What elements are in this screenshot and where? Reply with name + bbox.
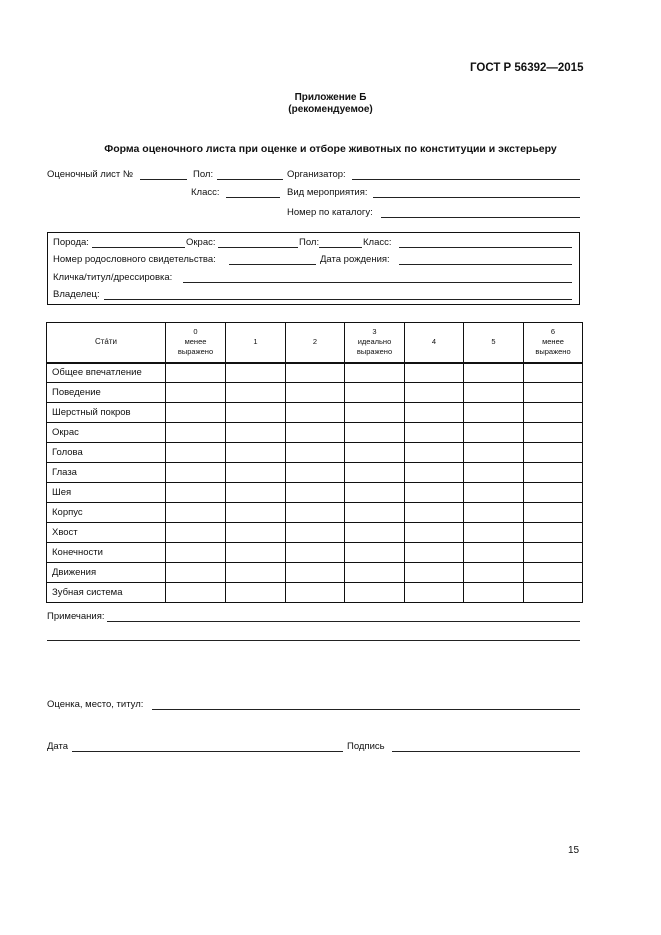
score-cell[interactable] — [345, 383, 405, 403]
table-row — [47, 363, 583, 383]
score-cell[interactable] — [464, 443, 524, 463]
birth-date-field[interactable] — [399, 264, 572, 265]
score-cell[interactable] — [405, 463, 464, 483]
score-cell[interactable] — [166, 423, 226, 443]
score-cell[interactable] — [226, 583, 286, 603]
catalog-number-label: Номер по каталогу: — [287, 207, 373, 218]
score-cell[interactable] — [405, 443, 464, 463]
table-row — [47, 423, 583, 443]
table-row — [47, 503, 583, 523]
score-cell[interactable] — [524, 483, 583, 503]
trait-label: Хвост — [47, 523, 166, 543]
organizer-field[interactable] — [352, 179, 580, 180]
score-cell[interactable] — [226, 523, 286, 543]
table-row — [47, 523, 583, 543]
pedigree-number-label: Номер родословного свидетельства: — [53, 254, 216, 265]
score-cell[interactable] — [226, 443, 286, 463]
score-cell[interactable] — [166, 543, 226, 563]
table-row — [47, 443, 583, 463]
score-cell[interactable] — [405, 423, 464, 443]
catalog-number-field[interactable] — [381, 217, 580, 218]
score-cell[interactable] — [286, 503, 345, 523]
score-cell[interactable] — [345, 543, 405, 563]
score-cell[interactable] — [166, 583, 226, 603]
evaluation-field[interactable] — [152, 709, 580, 710]
table-row — [47, 563, 583, 583]
trait-label: Окрас — [47, 423, 166, 443]
score-cell[interactable] — [405, 363, 464, 383]
name-title-label: Кличка/титул/дрессировка: — [53, 272, 173, 283]
score-cell[interactable] — [226, 543, 286, 563]
score-cell[interactable] — [226, 403, 286, 423]
score-column-3: 3 идеально выражено — [345, 323, 405, 363]
score-cell[interactable] — [286, 463, 345, 483]
score-cell[interactable] — [524, 463, 583, 483]
score-cell[interactable] — [166, 483, 226, 503]
score-cell[interactable] — [286, 423, 345, 443]
table-row — [47, 583, 583, 603]
score-column-4: 4 — [405, 323, 464, 363]
sheet-number-field[interactable] — [140, 179, 187, 180]
score-cell[interactable] — [464, 463, 524, 483]
signature-field[interactable] — [392, 751, 580, 752]
sex-field[interactable] — [217, 179, 283, 180]
score-cell[interactable] — [286, 543, 345, 563]
box-class-label: Класс: — [363, 237, 392, 248]
score-column-6: 6 менее выражено — [524, 323, 583, 363]
score-cell[interactable] — [524, 503, 583, 523]
appendix-title: Приложение Б — [294, 92, 367, 103]
score-cell[interactable] — [524, 383, 583, 403]
trait-label: Движения — [47, 563, 166, 583]
score-cell[interactable] — [345, 483, 405, 503]
score-cell[interactable] — [226, 383, 286, 403]
trait-label: Общее впечатление — [47, 363, 166, 383]
score-cell[interactable] — [345, 443, 405, 463]
box-class-field[interactable] — [399, 247, 572, 248]
score-cell[interactable] — [166, 563, 226, 583]
date-field[interactable] — [72, 751, 343, 752]
table-row — [47, 483, 583, 503]
notes-field-line-2[interactable] — [47, 640, 580, 641]
score-cell[interactable] — [345, 363, 405, 383]
color-label: Окрас: — [186, 237, 216, 248]
score-column-0: 0 менее выражено — [166, 323, 226, 363]
score-cell[interactable] — [405, 383, 464, 403]
score-cell[interactable] — [464, 363, 524, 383]
score-cell[interactable] — [464, 503, 524, 523]
score-cell[interactable] — [166, 503, 226, 523]
owner-field[interactable] — [104, 299, 572, 300]
score-cell[interactable] — [286, 383, 345, 403]
score-cell[interactable] — [464, 583, 524, 603]
score-cell[interactable] — [464, 523, 524, 543]
score-cell[interactable] — [166, 463, 226, 483]
score-cell[interactable] — [405, 523, 464, 543]
score-cell[interactable] — [345, 503, 405, 523]
score-column-2: 2 — [286, 323, 345, 363]
score-cell[interactable] — [524, 543, 583, 563]
name-title-field[interactable] — [183, 282, 572, 283]
score-cell[interactable] — [464, 403, 524, 423]
box-sex-field[interactable] — [319, 247, 362, 248]
date-label: Дата — [47, 741, 69, 752]
score-cell[interactable] — [226, 363, 286, 383]
color-field[interactable] — [218, 247, 298, 248]
score-cell[interactable] — [286, 563, 345, 583]
class-label: Класс: — [191, 187, 220, 198]
score-cell[interactable] — [405, 563, 464, 583]
score-cell[interactable] — [464, 543, 524, 563]
score-cell[interactable] — [405, 583, 464, 603]
score-cell[interactable] — [464, 383, 524, 403]
form-title: Форма оценочного листа при оценке и отборе животных по конституции и экстерьеру — [104, 143, 557, 155]
table-row — [47, 543, 583, 563]
trait-label: Голова — [47, 443, 166, 463]
score-cell[interactable] — [286, 363, 345, 383]
score-cell[interactable] — [345, 403, 405, 423]
score-cell[interactable] — [226, 503, 286, 523]
score-cell[interactable] — [226, 563, 286, 583]
trait-label: Корпус — [47, 503, 166, 523]
sheet-number-label: Оценочный лист № — [47, 169, 134, 180]
event-type-field[interactable] — [373, 197, 580, 198]
score-cell[interactable] — [405, 483, 464, 503]
evaluation-label: Оценка, место, титул: — [47, 699, 144, 710]
score-cell[interactable] — [345, 463, 405, 483]
page-number: 15 — [568, 845, 580, 856]
birth-date-label: Дата рождения: — [320, 254, 390, 265]
trait-label: Поведение — [47, 383, 166, 403]
score-cell[interactable] — [464, 563, 524, 583]
signature-label: Подпись — [347, 741, 385, 752]
score-cell[interactable] — [524, 523, 583, 543]
stat-column-header: Стáти — [47, 323, 166, 363]
event-type-label: Вид мероприятия: — [287, 187, 368, 198]
table-row — [47, 383, 583, 403]
score-cell[interactable] — [345, 423, 405, 443]
table-row — [47, 403, 583, 423]
score-cell[interactable] — [524, 423, 583, 443]
trait-label: Зубная система — [47, 583, 166, 603]
trait-label: Шея — [47, 483, 166, 503]
score-cell[interactable] — [226, 463, 286, 483]
score-cell[interactable] — [405, 543, 464, 563]
score-column-5: 5 — [464, 323, 524, 363]
score-cell[interactable] — [524, 363, 583, 383]
score-cell[interactable] — [524, 443, 583, 463]
score-table-header — [47, 323, 583, 363]
notes-field[interactable] — [107, 621, 580, 622]
score-cell[interactable] — [524, 403, 583, 423]
score-cell[interactable] — [166, 523, 226, 543]
owner-label: Владелец: — [53, 289, 100, 300]
score-cell[interactable] — [286, 443, 345, 463]
score-cell[interactable] — [166, 403, 226, 423]
trait-label: Глаза — [47, 463, 166, 483]
score-column-1: 1 — [226, 323, 286, 363]
score-cell[interactable] — [345, 583, 405, 603]
standard-number: ГОСТ Р 56392—2015 — [470, 62, 584, 74]
trait-label: Конечности — [47, 543, 166, 563]
box-sex-label: Пол: — [299, 237, 320, 248]
score-cell[interactable] — [464, 423, 524, 443]
class-field[interactable] — [226, 197, 280, 198]
score-cell[interactable] — [166, 383, 226, 403]
score-cell[interactable] — [166, 443, 226, 463]
score-cell[interactable] — [286, 583, 345, 603]
notes-label: Примечания: — [47, 611, 105, 622]
score-cell[interactable] — [345, 563, 405, 583]
score-cell[interactable] — [524, 563, 583, 583]
score-cell[interactable] — [345, 523, 405, 543]
table-row — [47, 463, 583, 483]
score-cell[interactable] — [166, 363, 226, 383]
score-cell[interactable] — [226, 483, 286, 503]
score-cell[interactable] — [405, 403, 464, 423]
sex-label: Пол: — [193, 169, 214, 180]
breed-label: Порода: — [53, 237, 89, 248]
score-cell[interactable] — [286, 523, 345, 543]
score-table — [46, 322, 583, 603]
score-cell[interactable] — [524, 583, 583, 603]
appendix-subtitle: (рекомендуемое) — [288, 104, 373, 115]
organizer-label: Организатор: — [287, 169, 346, 180]
breed-field[interactable] — [92, 247, 185, 248]
score-cell[interactable] — [226, 423, 286, 443]
score-cell[interactable] — [286, 483, 345, 503]
pedigree-number-field[interactable] — [229, 264, 316, 265]
score-cell[interactable] — [286, 403, 345, 423]
score-cell[interactable] — [405, 503, 464, 523]
score-cell[interactable] — [464, 483, 524, 503]
trait-label: Шерстный покров — [47, 403, 166, 423]
